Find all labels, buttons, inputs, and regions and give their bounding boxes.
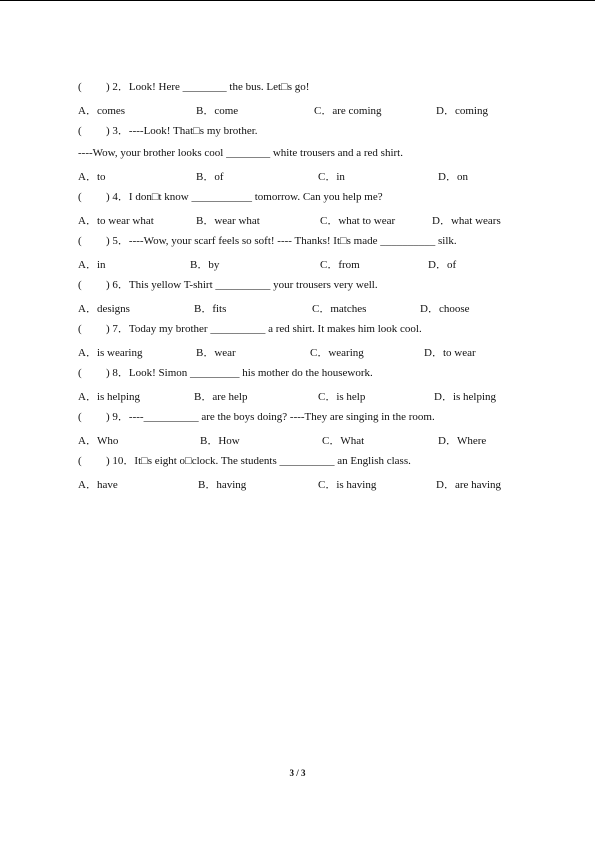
question-text: ) 5．----Wow, your scarf feels so soft! ---- Thanks! It□s made __________ silk. — [106, 235, 457, 247]
question-10-stem — [78, 454, 538, 476]
question-8-stem — [78, 366, 538, 388]
option-d: D．are having — [436, 479, 502, 491]
answer-paren: ( — [78, 411, 82, 423]
option-a: A．to — [78, 171, 106, 183]
option-b: B．are help — [194, 391, 248, 403]
answer-paren: ( — [78, 279, 82, 291]
question-text: ) 2．Look! Here ________ the bus. Let□s go! — [106, 81, 310, 93]
question-7-stem — [78, 322, 538, 344]
question-text: ) 6．This yellow T-shirt __________ your trousers very well. — [106, 279, 378, 291]
option-c: C．in — [318, 171, 345, 183]
question-3-stem — [78, 124, 538, 146]
option-b: B．having — [198, 479, 247, 491]
question-text: ) 9．----__________ are the boys doing? ----They are singing in the room. — [106, 411, 435, 423]
option-a: A．in — [78, 259, 106, 271]
question-text: ) 8．Look! Simon _________ his mother do the housework. — [106, 367, 373, 379]
question-2-stem — [78, 80, 538, 102]
answer-paren: ( — [78, 191, 82, 203]
option-d: D．of — [428, 259, 457, 271]
option-a: A．is wearing — [78, 347, 143, 359]
question-3-options — [78, 168, 538, 190]
question-9-options — [78, 432, 538, 454]
answer-paren: ( — [78, 367, 82, 379]
option-a: A．to wear what — [78, 215, 154, 227]
question-text: ) 10．It□s eight o□clock. The students __________ an English class. — [106, 455, 411, 467]
question-text: ) 3．----Look! That□s my brother. — [106, 125, 258, 137]
option-d: D．on — [438, 171, 468, 183]
question-10-options — [78, 476, 538, 498]
question-text: ) 4．I don□t know ___________ tomorrow. Can you help me? — [106, 191, 383, 203]
option-d: D．choose — [420, 303, 470, 315]
answer-paren: ( — [78, 235, 82, 247]
option-b: B．wear what — [196, 215, 260, 227]
option-c: C．What — [322, 435, 365, 447]
question-7-options — [78, 344, 538, 366]
answer-paren: ( — [78, 125, 82, 137]
question-6-options — [78, 300, 538, 322]
question-9-stem — [78, 410, 538, 432]
option-c: C．is having — [318, 479, 377, 491]
question-8-options — [78, 388, 538, 410]
option-a: A．have — [78, 479, 118, 491]
top-border-line — [0, 0, 595, 1]
question-5-stem — [78, 234, 538, 256]
answer-paren: ( — [78, 455, 82, 467]
option-d: D．is helping — [434, 391, 497, 403]
question-text: ) 7．Today my brother __________ a red shirt. It makes him look cool. — [106, 323, 422, 335]
option-c: C．wearing — [310, 347, 364, 359]
option-a: A．is helping — [78, 391, 141, 403]
option-b: B．wear — [196, 347, 236, 359]
question-3-dialogue: ----Wow, your brother looks cool ________ white trousers and a red shirt. — [78, 147, 403, 159]
question-6-stem — [78, 278, 538, 300]
question-4-options — [78, 212, 538, 234]
question-5-options — [78, 256, 538, 278]
option-b: B．of — [196, 171, 224, 183]
option-d: D．to wear — [424, 347, 476, 359]
option-b: B．by — [190, 259, 220, 271]
option-c: C．is help — [318, 391, 366, 403]
option-d: D．what wears — [432, 215, 501, 227]
page-number: 3 / 3 — [289, 768, 306, 778]
answer-paren: ( — [78, 81, 82, 93]
question-4-stem — [78, 190, 538, 212]
option-a: A．comes — [78, 105, 126, 117]
option-c: C．from — [320, 259, 360, 271]
option-d: D．Where — [438, 435, 487, 447]
question-2-options — [78, 102, 538, 124]
option-b: B．come — [196, 105, 239, 117]
question-list — [78, 80, 538, 498]
option-a: A．designs — [78, 303, 130, 315]
option-c: C．what to wear — [320, 215, 396, 227]
option-a: A．Who — [78, 435, 119, 447]
option-d: D．coming — [436, 105, 488, 117]
option-b: B．How — [200, 435, 240, 447]
option-c: C．matches — [312, 303, 367, 315]
answer-paren: ( — [78, 323, 82, 335]
option-c: C．are coming — [314, 105, 382, 117]
option-b: B．fits — [194, 303, 227, 315]
